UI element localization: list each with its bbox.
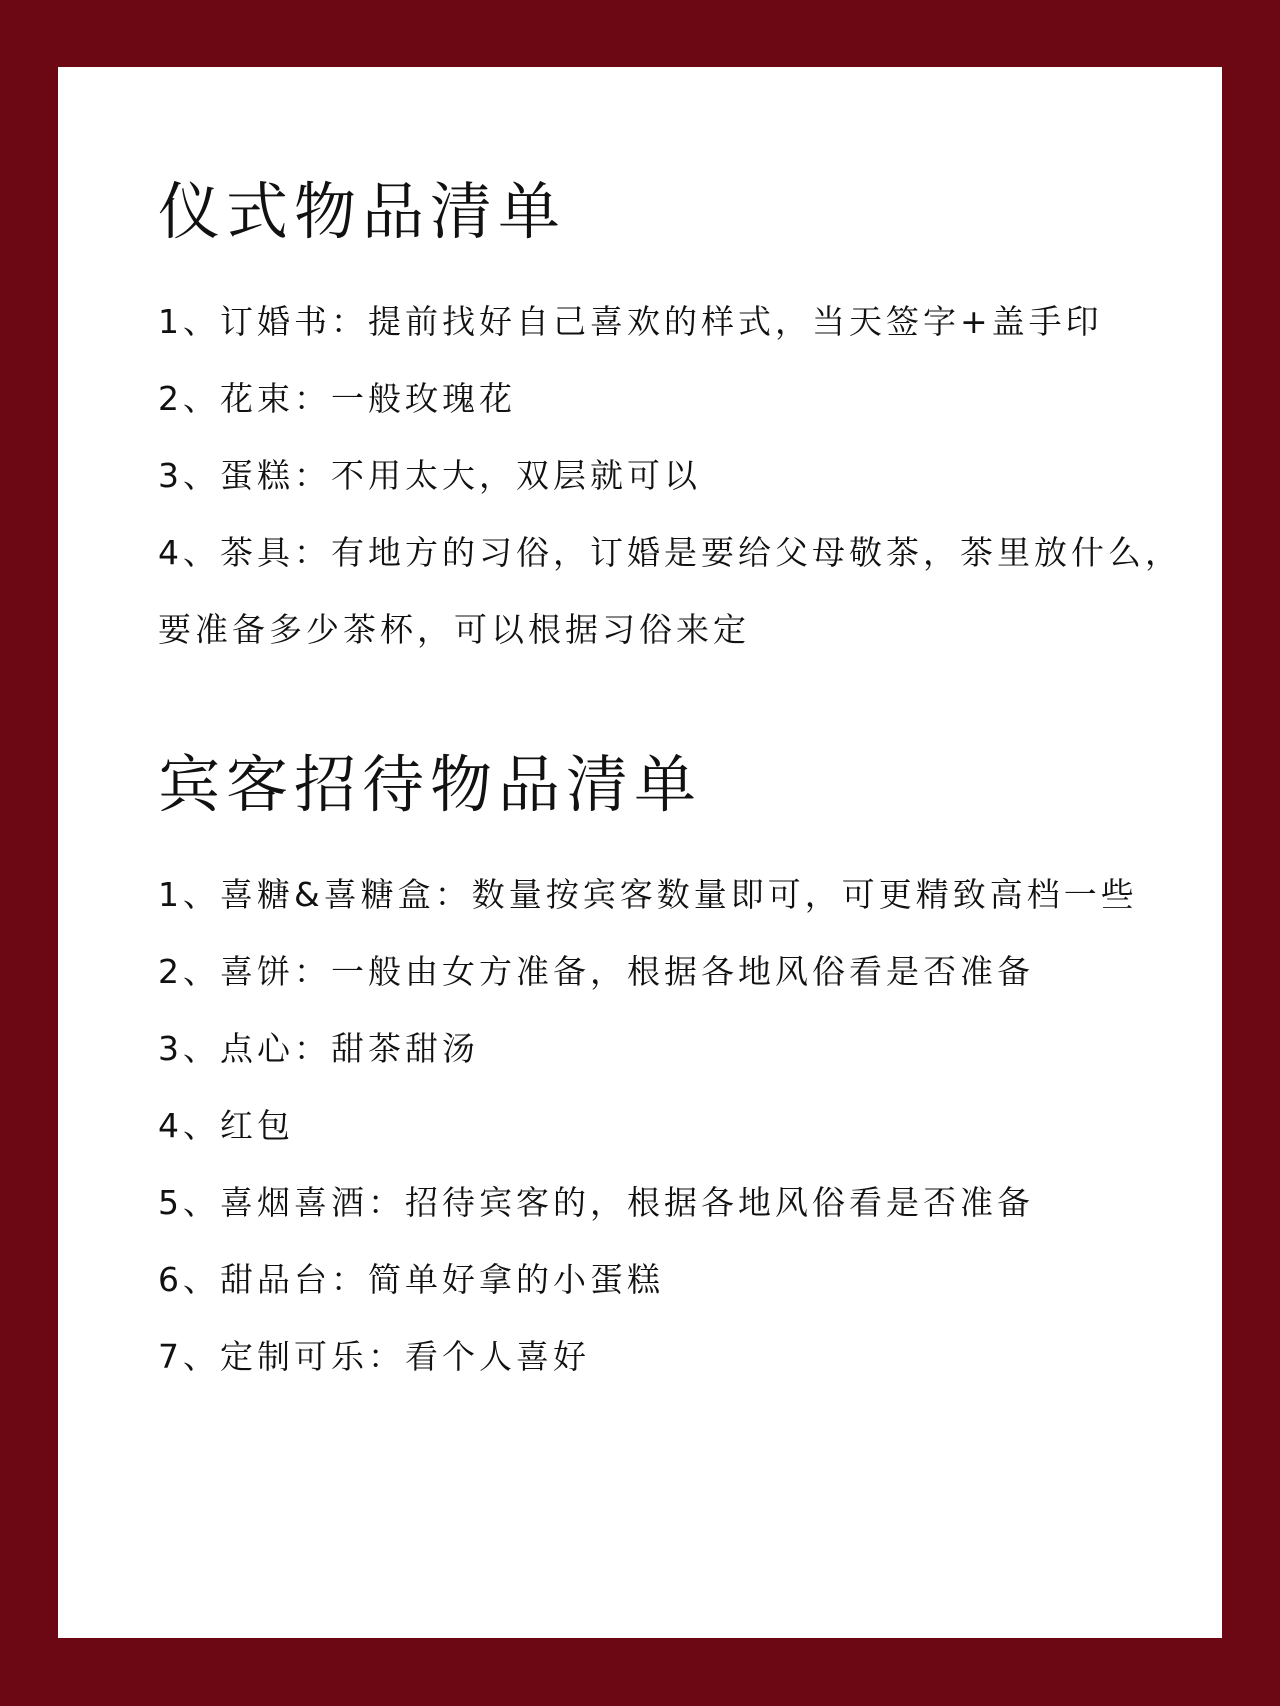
list-item: 1、订婚书：提前找好自己喜欢的样式，当天签字+盖手印: [158, 302, 1103, 341]
guest-items-title: 宾客招待物品清单: [158, 748, 703, 821]
guest-items-list: [158, 856, 1202, 1395]
ceremony-items-section: [158, 171, 1202, 668]
ceremony-items-title: 仪式物品清单: [158, 175, 567, 248]
content-card: [58, 67, 1222, 1638]
list-item: 4、茶具：有地方的习俗，订婚是要给父母敬茶，茶里放什么，要准备多少茶杯，可以根据习俗来定: [158, 533, 1182, 649]
list-item: 4、红包: [158, 1106, 294, 1145]
guest-items-section: [158, 744, 1202, 1395]
list-item: 2、花束：一般玫瑰花: [158, 379, 516, 418]
ceremony-items-list: [158, 283, 1202, 668]
list-item: 3、蛋糕：不用太大，双层就可以: [158, 456, 701, 495]
list-item: 2、喜饼：一般由女方准备，根据各地风俗看是否准备: [158, 952, 1034, 991]
list-item: 6、甜品台：简单好拿的小蛋糕: [158, 1260, 664, 1299]
list-item: 3、点心：甜茶甜汤: [158, 1029, 479, 1068]
list-item: 1、喜糖&喜糖盒：数量按宾客数量即可，可更精致高档一些: [158, 875, 1138, 914]
list-item: 5、喜烟喜酒：招待宾客的，根据各地风俗看是否准备: [158, 1183, 1034, 1222]
list-item: 7、定制可乐：看个人喜好: [158, 1337, 590, 1376]
